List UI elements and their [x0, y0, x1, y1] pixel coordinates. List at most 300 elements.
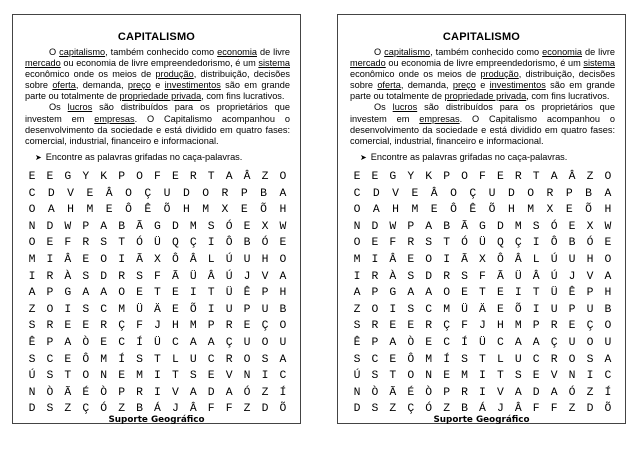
grid-letter: J: [479, 320, 486, 333]
grid-letter: M: [514, 220, 522, 233]
grid-letter: I: [389, 303, 397, 316]
grid-letter: Â: [189, 403, 197, 416]
grid-letter: A: [425, 287, 433, 300]
grid-letter: P: [82, 220, 90, 233]
grid-letter: Ü: [479, 336, 486, 349]
worksheet-left: [12, 14, 301, 424]
grid-letter: O: [371, 303, 379, 316]
grid-letter: T: [532, 287, 540, 300]
grid-letter: S: [207, 220, 215, 233]
text-segment: e: [475, 80, 490, 91]
grid-letter: E: [443, 370, 451, 383]
grid-letter: P: [532, 320, 540, 333]
grid-letter: S: [461, 270, 468, 283]
grid-letter: F: [154, 171, 161, 183]
grid-letter: A: [353, 287, 361, 300]
grid-letter: I: [207, 237, 215, 250]
grid-letter: X: [221, 204, 229, 217]
grid-letter: À: [389, 270, 397, 283]
grid-letter: F: [532, 403, 540, 416]
grid-letter: O: [461, 171, 468, 183]
grid-row: [25, 352, 290, 369]
grid-row: [350, 169, 615, 186]
grid-letter: X: [546, 204, 554, 217]
grid-letter: Õ: [604, 403, 612, 416]
grid-letter: S: [407, 303, 415, 316]
grid-letter: I: [154, 386, 161, 399]
grid-letter: D: [353, 403, 361, 416]
grid-letter: R: [407, 237, 415, 250]
grid-letter: G: [479, 220, 486, 233]
grid-letter: I: [532, 237, 540, 250]
grid-letter: I: [189, 287, 197, 300]
text-segment: . O Capitalismo acompanhou o desenvolvimento da sociedade e está dividido em quatro fases: comercial, industrial, financeiro e informacional.: [25, 113, 290, 146]
grid-letter: Ú: [550, 270, 558, 283]
grid-letter: T: [496, 370, 504, 383]
grid-letter: Ò: [82, 336, 90, 349]
grid-letter: C: [604, 370, 612, 383]
grid-letter: Ô: [450, 204, 457, 217]
grid-letter: Ú: [225, 270, 233, 283]
grid-letter: Ç: [189, 237, 197, 250]
grid-letter: S: [82, 303, 90, 316]
grid-letter: Ç: [443, 320, 451, 333]
keyword: produção: [480, 69, 519, 80]
grid-letter: Â: [207, 270, 215, 283]
grid-letter: Ô: [82, 353, 90, 366]
grid-letter: P: [443, 386, 451, 399]
grid-letter: A: [279, 270, 287, 283]
grid-letter: R: [371, 270, 379, 283]
grid-letter: O: [28, 237, 36, 250]
grid-letter: J: [243, 270, 251, 283]
grid-letter: N: [28, 220, 36, 233]
grid-letter: D: [532, 386, 540, 399]
grid-letter: Ò: [407, 336, 415, 349]
grid-letter: E: [461, 287, 468, 300]
text-segment: , distribuição, decisões sobre: [350, 69, 615, 91]
grid-letter: Í: [443, 353, 451, 366]
grid-letter: F: [154, 270, 161, 283]
grid-letter: Q: [171, 237, 179, 250]
grid-letter: R: [225, 353, 233, 366]
grid-letter: Õ: [488, 204, 496, 217]
grid-letter: C: [443, 336, 451, 349]
keyword: empresas: [419, 113, 460, 124]
grid-letter: V: [496, 386, 504, 399]
grid-letter: V: [171, 386, 179, 399]
grid-letter: N: [353, 220, 361, 233]
grid-letter: Ç: [407, 403, 415, 416]
grid-letter: B: [568, 237, 576, 250]
grid-letter: D: [496, 220, 504, 233]
grid-letter: T: [64, 370, 72, 383]
grid-letter: Z: [118, 403, 126, 416]
grid-row: [350, 318, 615, 335]
grid-letter: S: [425, 237, 433, 250]
grid-letter: H: [507, 204, 515, 217]
grid-letter: R: [225, 320, 233, 333]
grid-letter: P: [407, 220, 415, 233]
grid-letter: A: [604, 270, 612, 283]
grid-letter: M: [100, 353, 108, 366]
grid-letter: Ó: [100, 403, 108, 416]
grid-letter: N: [28, 386, 36, 399]
text-segment: , também conhecido como: [430, 47, 543, 57]
grid-letter: Ü: [154, 336, 161, 349]
grid-letter: À: [64, 270, 72, 283]
grid-letter: A: [550, 386, 558, 399]
grid-letter: Ô: [496, 253, 504, 266]
grid-letter: I: [207, 303, 215, 316]
grid-letter: A: [279, 353, 287, 366]
grid-letter: S: [353, 353, 361, 366]
grid-letter: B: [118, 220, 126, 233]
grid-letter: Â: [568, 171, 576, 183]
grid-letter: H: [586, 253, 594, 266]
text-segment: são em grande parte ou totalmente de: [350, 80, 615, 102]
grid-letter: Ê: [353, 336, 361, 349]
grid-letter: Ô: [171, 253, 179, 266]
grid-letter: Ó: [550, 220, 558, 233]
grid-letter: N: [243, 370, 251, 383]
grid-letter: O: [261, 336, 269, 349]
grid-letter: P: [240, 187, 248, 200]
grid-letter: D: [207, 386, 215, 399]
paragraph-1: [25, 47, 290, 102]
grid-letter: E: [82, 320, 90, 333]
grid-letter: F: [136, 320, 143, 333]
grid-row: [350, 202, 615, 219]
keyword: propriedade privada: [119, 91, 202, 102]
grid-letter: P: [46, 336, 54, 349]
grid-letter: Ü: [225, 287, 233, 300]
worksheet-title: CAPITALISMO: [117, 31, 196, 43]
keyword: oferta: [377, 80, 401, 91]
grid-letter: P: [46, 287, 54, 300]
grid-letter: K: [425, 171, 433, 183]
grid-letter: Ò: [425, 386, 433, 399]
grid-letter: W: [64, 220, 72, 233]
word-search-grid: [25, 169, 290, 418]
grid-row: [25, 202, 290, 219]
grid-letter: A: [550, 171, 558, 183]
grid-letter: B: [585, 187, 592, 200]
grid-row: [350, 269, 615, 286]
grid-letter: A: [207, 336, 215, 349]
grid-letter: J: [171, 403, 179, 416]
grid-letter: D: [182, 187, 190, 200]
grid-row: [350, 285, 615, 302]
grid-letter: Ã: [389, 386, 397, 399]
grid-letter: O: [279, 320, 287, 333]
grid-letter: O: [353, 237, 361, 250]
grid-letter: O: [118, 287, 126, 300]
grid-letter: H: [604, 287, 612, 300]
grid-letter: P: [586, 287, 594, 300]
grid-letter: E: [532, 370, 540, 383]
grid-letter: E: [565, 204, 573, 217]
text-segment: são distribuídos para os proprietários que investem em: [350, 102, 615, 124]
grid-letter: M: [189, 220, 197, 233]
grid-letter: V: [586, 270, 594, 283]
grid-letter: F: [479, 171, 486, 183]
grid-letter: Â: [430, 187, 438, 200]
grid-letter: T: [532, 171, 540, 183]
grid-letter: R: [46, 270, 54, 283]
grid-letter: Y: [82, 171, 90, 183]
grid-letter: B: [136, 403, 143, 416]
grid-letter: C: [425, 303, 433, 316]
grid-row: [25, 252, 290, 269]
grid-letter: B: [461, 403, 468, 416]
grid-row: [350, 368, 615, 385]
grid-letter: G: [389, 287, 397, 300]
grid-letter: E: [371, 171, 379, 183]
grid-letter: E: [389, 353, 397, 366]
grid-letter: S: [586, 353, 594, 366]
grid-letter: A: [47, 204, 55, 217]
grid-letter: E: [136, 287, 143, 300]
grid-letter: Ú: [28, 370, 36, 383]
grid-letter: I: [46, 253, 54, 266]
grid-letter: H: [496, 320, 504, 333]
grid-letter: A: [514, 386, 522, 399]
grid-letter: Ò: [371, 386, 379, 399]
grid-letter: C: [371, 353, 379, 366]
grid-letter: Z: [443, 403, 451, 416]
grid-letter: Ê: [243, 287, 251, 300]
text-segment: Os: [49, 102, 68, 113]
grid-letter: H: [279, 204, 287, 217]
grid-letter: J: [568, 270, 576, 283]
grid-letter: U: [163, 187, 171, 200]
keyword: economia: [542, 47, 582, 57]
grid-letter: E: [105, 204, 113, 217]
grid-letter: P: [568, 303, 576, 316]
paragraph-2: [350, 102, 615, 146]
instruction-text: Encontre as palavras grifadas no caça-palavras.: [45, 152, 243, 162]
grid-letter: Ò: [46, 386, 54, 399]
grid-letter: Ô: [550, 237, 558, 250]
grid-letter: H: [171, 320, 179, 333]
grid-letter: Ó: [136, 237, 143, 250]
grid-letter: E: [496, 287, 504, 300]
grid-letter: U: [488, 187, 496, 200]
intro-text: [25, 47, 290, 147]
grid-letter: H: [392, 204, 400, 217]
grid-letter: T: [389, 370, 397, 383]
grid-letter: O: [586, 336, 594, 349]
grid-letter: E: [353, 171, 361, 183]
grid-letter: W: [279, 220, 287, 233]
grid-letter: E: [171, 171, 179, 183]
grid-letter: S: [514, 370, 522, 383]
grid-letter: Õ: [260, 204, 267, 217]
keyword: mercado: [25, 58, 61, 69]
grid-letter: E: [568, 220, 576, 233]
grid-letter: Í: [279, 386, 287, 399]
grid-letter: Ú: [550, 253, 558, 266]
grid-letter: E: [496, 171, 504, 183]
grid-letter: A: [604, 187, 612, 200]
grid-letter: O: [425, 253, 433, 266]
grid-letter: Ê: [28, 336, 36, 349]
grid-letter: H: [67, 204, 75, 217]
grid-letter: A: [64, 336, 72, 349]
grid-letter: G: [64, 171, 72, 183]
grid-letter: J: [496, 403, 504, 416]
grid-row: [350, 235, 615, 252]
grid-letter: D: [425, 270, 433, 283]
grid-row: [350, 385, 615, 402]
grid-letter: O: [279, 253, 287, 266]
grid-row: [25, 302, 290, 319]
grid-letter: Z: [261, 171, 269, 183]
grid-letter: U: [261, 303, 269, 316]
keyword: capitalismo: [59, 47, 106, 57]
grid-letter: M: [189, 320, 197, 333]
grid-letter: U: [189, 353, 197, 366]
grid-letter: P: [371, 287, 379, 300]
grid-letter: O: [28, 204, 36, 217]
grid-letter: E: [171, 303, 179, 316]
text-segment: ou economia de livre empreendedorismo, é um: [60, 58, 259, 69]
grid-letter: D: [586, 403, 594, 416]
grid-letter: G: [389, 171, 397, 183]
grid-letter: U: [279, 336, 287, 349]
grid-letter: C: [353, 187, 361, 200]
grid-letter: C: [279, 370, 287, 383]
grid-letter: F: [389, 237, 397, 250]
grid-letter: V: [392, 187, 400, 200]
grid-letter: E: [279, 237, 287, 250]
grid-letter: T: [479, 353, 486, 366]
grid-letter: R: [371, 320, 379, 333]
grid-letter: Z: [28, 303, 36, 316]
grid-letter: Ã: [496, 270, 504, 283]
grid-letter: T: [171, 370, 179, 383]
grid-letter: H: [604, 204, 612, 217]
grid-letter: U: [568, 253, 576, 266]
grid-letter: S: [407, 270, 415, 283]
grid-letter: A: [604, 353, 612, 366]
grid-letter: Õ: [514, 303, 522, 316]
grid-letter: B: [260, 187, 267, 200]
grid-letter: E: [568, 320, 576, 333]
grid-letter: Í: [604, 386, 612, 399]
grid-letter: T: [154, 287, 161, 300]
keyword: mercado: [350, 58, 386, 69]
grid-row: [25, 169, 290, 186]
grid-letter: H: [261, 253, 269, 266]
grid-letter: X: [154, 253, 161, 266]
grid-row: [350, 335, 615, 352]
grid-letter: D: [372, 187, 380, 200]
instruction: [35, 152, 242, 163]
grid-letter: S: [261, 353, 269, 366]
grid-letter: S: [461, 353, 468, 366]
grid-letter: Õ: [189, 303, 197, 316]
keyword: produção: [155, 69, 194, 80]
text-segment: ou economia de livre empreendedorismo, é um: [385, 58, 584, 69]
grid-letter: E: [64, 320, 72, 333]
grid-letter: E: [28, 171, 36, 183]
grid-letter: I: [28, 270, 36, 283]
keyword: economia: [217, 47, 257, 57]
grid-letter: Ô: [407, 353, 415, 366]
grid-letter: N: [100, 370, 108, 383]
grid-letter: R: [443, 270, 451, 283]
grid-letter: I: [479, 386, 486, 399]
grid-letter: D: [46, 220, 54, 233]
grid-letter: G: [64, 287, 72, 300]
grid-letter: V: [225, 370, 233, 383]
grid-letter: C: [118, 336, 126, 349]
grid-letter: A: [425, 220, 433, 233]
grid-letter: Â: [532, 270, 540, 283]
grid-row: [25, 219, 290, 236]
grid-letter: I: [371, 253, 379, 266]
grid-letter: Ü: [189, 270, 197, 283]
grid-letter: E: [86, 187, 94, 200]
grid-letter: Ü: [514, 270, 522, 283]
grid-letter: E: [64, 353, 72, 366]
grid-letter: M: [28, 253, 36, 266]
grid-letter: Õ: [585, 204, 592, 217]
grid-letter: Ó: [461, 237, 468, 250]
grid-letter: Ü: [154, 237, 161, 250]
grid-letter: M: [86, 204, 94, 217]
grid-letter: D: [171, 220, 179, 233]
grid-letter: Í: [461, 336, 468, 349]
grid-letter: G: [154, 220, 161, 233]
grid-letter: Z: [353, 303, 361, 316]
grid-letter: A: [100, 287, 108, 300]
grid-letter: É: [407, 386, 415, 399]
grid-letter: I: [479, 370, 486, 383]
grid-letter: Ô: [225, 237, 233, 250]
grid-letter: R: [425, 320, 433, 333]
grid-letter: I: [443, 253, 451, 266]
keyword: lucros: [67, 102, 93, 113]
grid-letter: C: [100, 303, 108, 316]
grid-row: [25, 318, 290, 335]
grid-letter: D: [100, 270, 108, 283]
keyword: lucros: [392, 102, 418, 113]
grid-letter: Ç: [118, 320, 126, 333]
grid-letter: R: [118, 270, 126, 283]
grid-row: [25, 235, 290, 252]
grid-letter: Ü: [479, 237, 486, 250]
grid-letter: O: [353, 204, 361, 217]
grid-letter: A: [372, 204, 380, 217]
grid-letter: F: [64, 237, 72, 250]
grid-letter: O: [604, 253, 612, 266]
grid-letter: A: [225, 171, 233, 183]
grid-letter: B: [443, 220, 451, 233]
grid-letter: O: [604, 171, 612, 183]
grid-letter: O: [450, 187, 457, 200]
grid-letter: R: [189, 171, 197, 183]
grid-letter: R: [82, 237, 90, 250]
grid-row: [350, 302, 615, 319]
grid-row: [25, 335, 290, 352]
keyword: preço: [127, 80, 151, 91]
grid-letter: A: [407, 287, 415, 300]
grid-letter: X: [479, 253, 486, 266]
grid-letter: I: [532, 303, 540, 316]
